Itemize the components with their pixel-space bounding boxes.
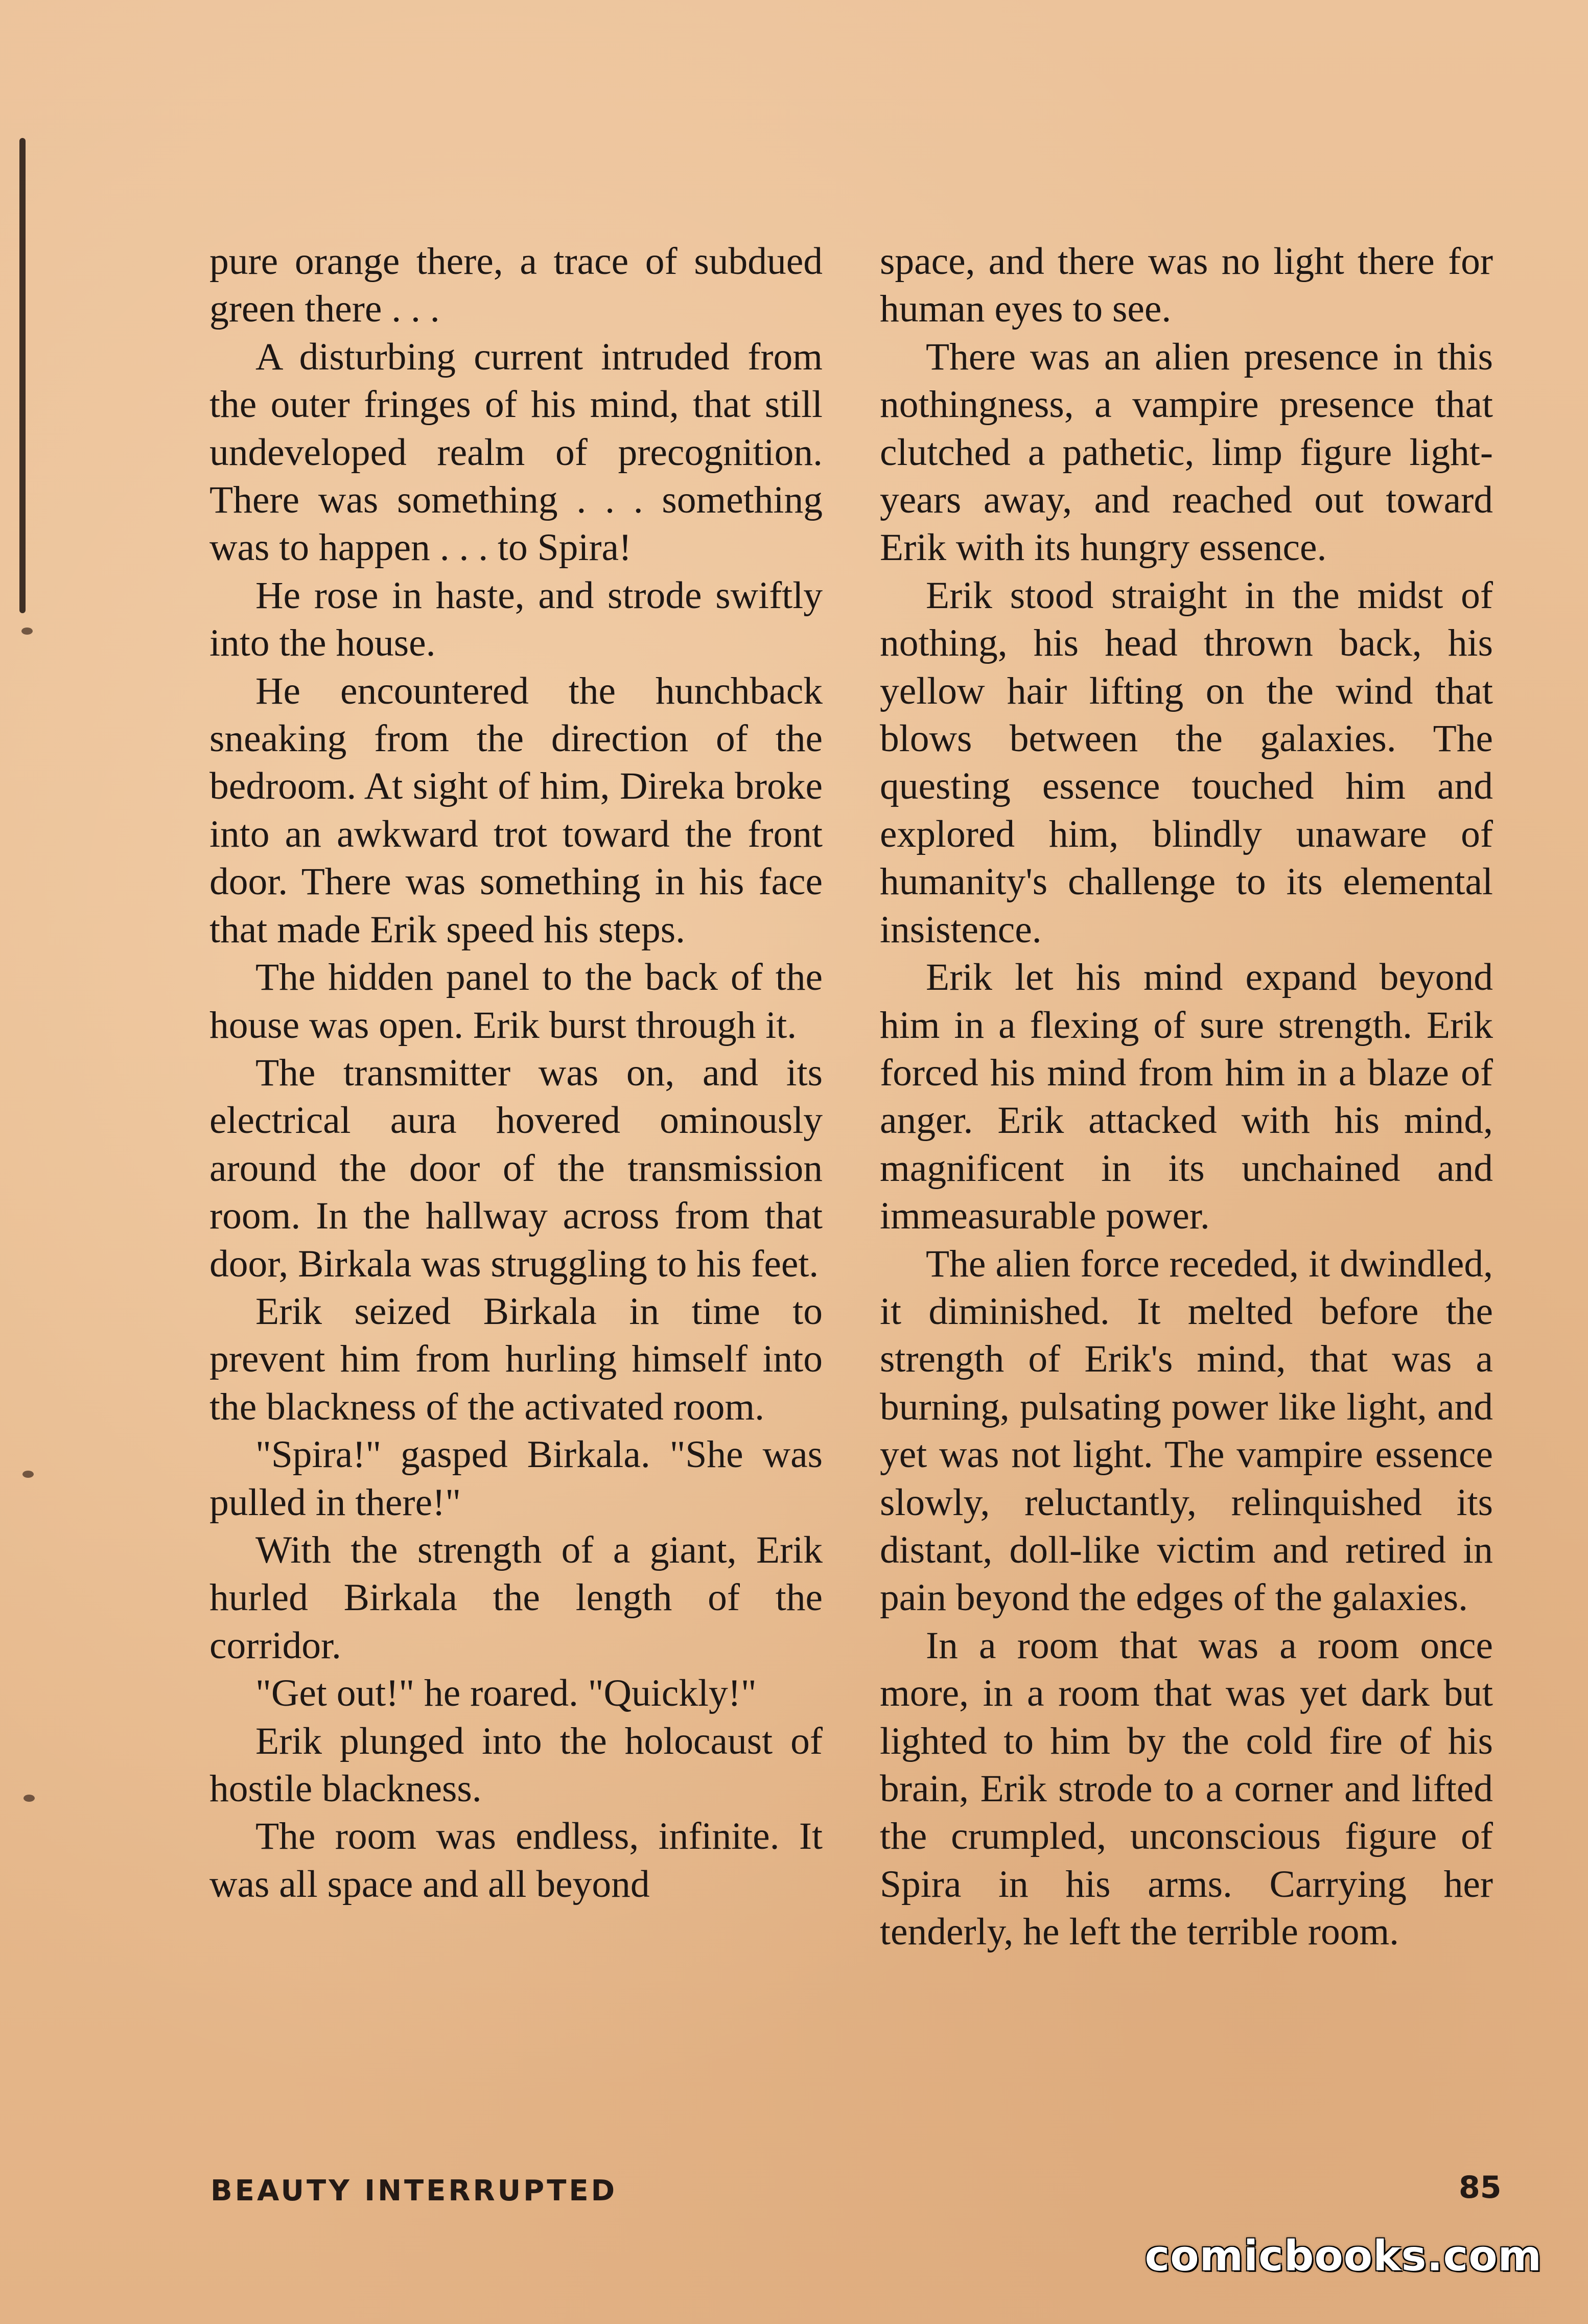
paragraph: "Spira!" gasped Birkala. "She was pulled in there!" bbox=[209, 1433, 823, 1524]
binding-hole bbox=[24, 1795, 35, 1802]
paragraph: Erik seized Birkala in time to prevent him from hurling himself into the blackness of the activated room. bbox=[209, 1290, 823, 1428]
binding-edge bbox=[19, 138, 26, 613]
paragraph: He encountered the hunchback sneaking from the direction of the bedroom. At sight of him, Direka broke into an awkward trot toward the front door. There was something in his face that made Erik speed his steps. bbox=[209, 669, 823, 951]
page-number: 85 bbox=[1459, 2170, 1502, 2205]
left-text-column bbox=[209, 238, 823, 1908]
paragraph: pure orange there, a trace of subdued green there . . . bbox=[209, 240, 823, 331]
paragraph: With the strength of a giant, Erik hurled Birkala the length of the corridor. bbox=[209, 1528, 823, 1667]
binding-hole bbox=[21, 628, 33, 635]
paragraph: The transmitter was on, and its electrical aura hovered ominously around the door of the transmission room. In the hallway across from that door, Birkala was struggling to his feet. bbox=[209, 1051, 823, 1285]
paragraph: He rose in haste, and strode swiftly into the house. bbox=[209, 574, 823, 665]
paragraph: Erik plunged into the holocaust of hostile blackness. bbox=[209, 1719, 823, 1810]
paragraph: A disturbing current intruded from the outer fringes of his mind, that still undeveloped realm of precognition. There was something . . . something was to happen . . . to Spira! bbox=[209, 335, 823, 569]
right-text-column bbox=[880, 238, 1493, 1956]
paragraph: "Get out!" he roared. "Quickly!" bbox=[255, 1672, 757, 1715]
paragraph: Erik stood straight in the midst of nothing, his head thrown back, his yellow hair lifting on the wind that blows between the galaxies. The questing essence touched him and explored him, blindly unaware of humanity's challenge to its elemental insistence. bbox=[880, 574, 1493, 951]
watermark: comicbooks.com bbox=[1145, 2232, 1542, 2281]
paragraph: The alien force receded, it dwindled, it diminished. It melted before the strength of Erik's mind, that was a burning, pulsating power like light, and yet was not light. The vampire essence slowly, reluctantly, relinquished its distant, doll-like victim and retired in pain beyond the edges of the galaxies. bbox=[880, 1242, 1493, 1619]
binding-hole bbox=[22, 1471, 34, 1478]
paragraph: Erik let his mind expand beyond him in a flexing of sure strength. Erik forced his mind from him in a blaze of anger. Erik attacked with his mind, magnificent in its unchained and immeasurable power. bbox=[880, 956, 1493, 1238]
paragraph: The hidden panel to the back of the house was open. Erik burst through it. bbox=[209, 956, 823, 1047]
paragraph: The room was endless, infinite. It was all space and all beyond bbox=[209, 1815, 823, 1905]
paragraph: space, and there was no light there for human eyes to see. bbox=[880, 240, 1493, 331]
paragraph: In a room that was a room once more, in a room that was yet dark but lighted to him by the cold fire of his brain, Erik strode to a corner and lifted the crumpled, unconscious figure of Spira in his arms. Carrying her tenderly, he left the terrible room. bbox=[880, 1624, 1493, 1954]
running-footer-title: BEAUTY INTERRUPTED bbox=[211, 2174, 618, 2207]
paragraph: There was an alien presence in this nothingness, a vampire presence that clutched a pathetic, limp figure light-years away, and reached out toward Erik with its hungry essence. bbox=[880, 335, 1493, 569]
